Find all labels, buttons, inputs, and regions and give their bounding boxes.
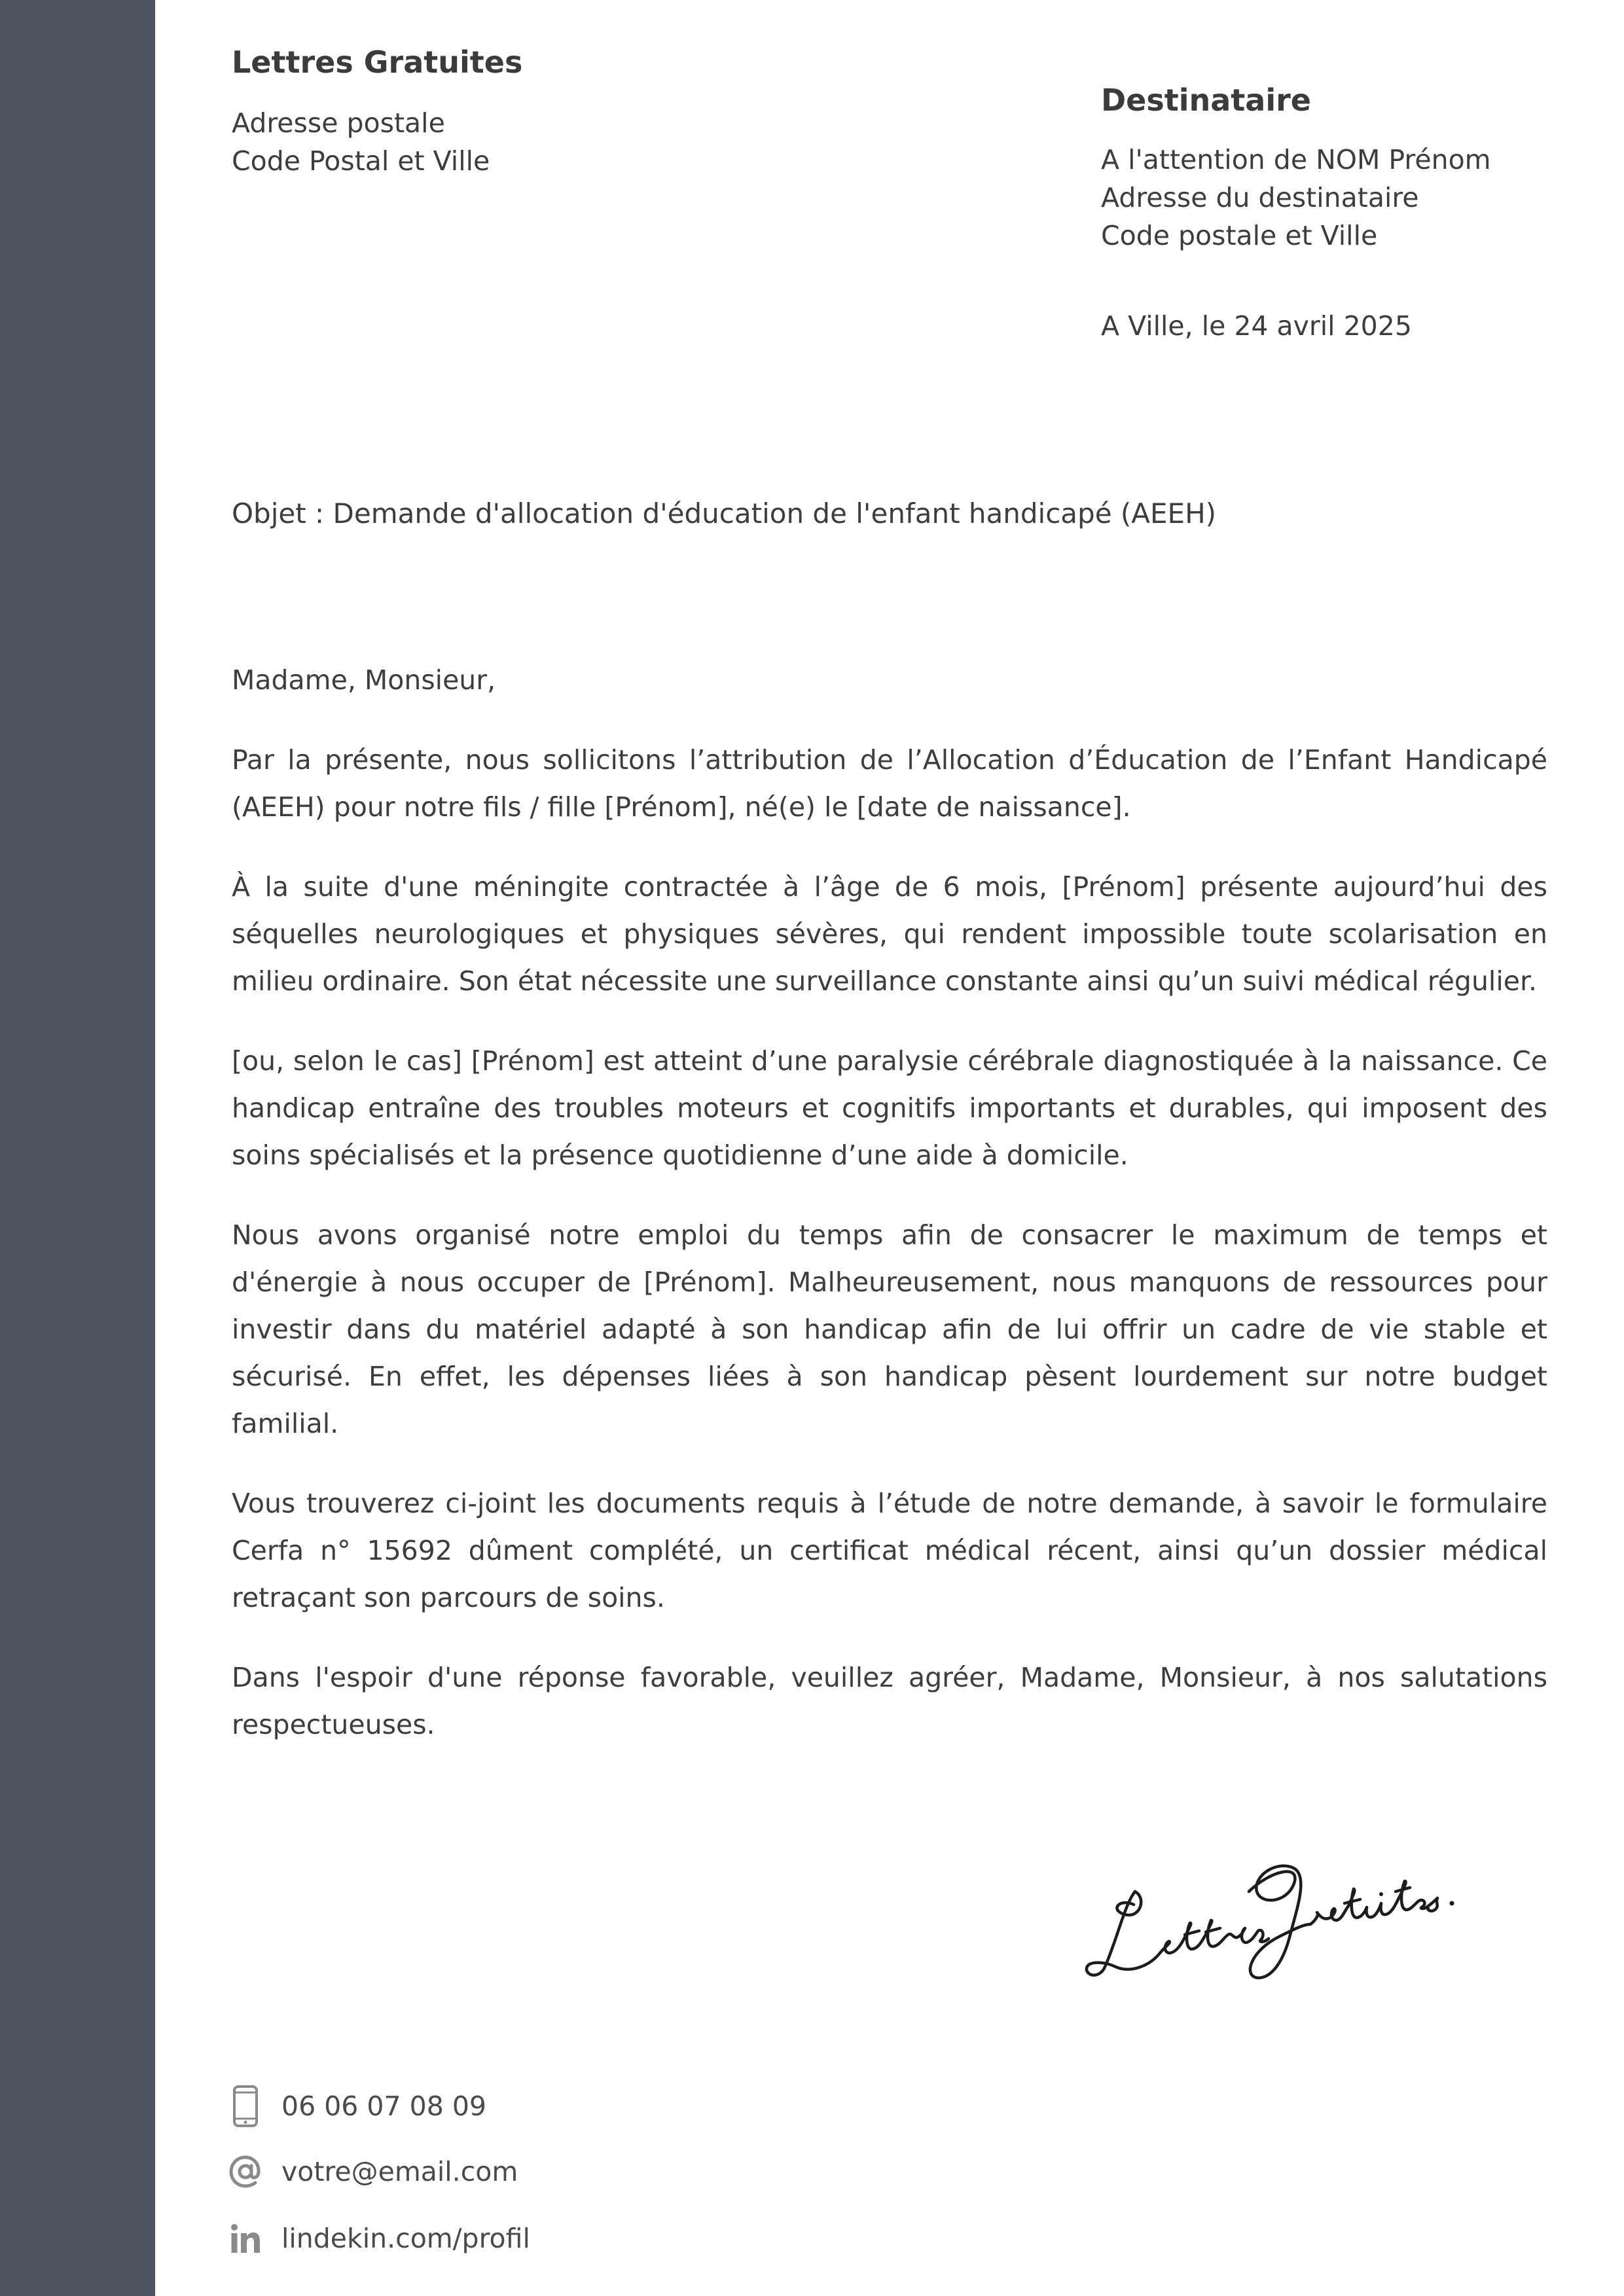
salutation: Madame, Monsieur, — [232, 664, 496, 696]
contact-phone[interactable]: 06 06 07 08 09 — [281, 2090, 486, 2122]
contact-phone-row — [229, 2080, 486, 2132]
sidebar-band — [0, 0, 155, 2296]
recipient-city: Code postale et Ville — [1101, 220, 1378, 252]
signature-period — [1450, 1901, 1454, 1906]
contact-linkedin[interactable]: lindekin.com/profil — [281, 2223, 530, 2254]
sender-block — [232, 45, 522, 180]
letter-body — [232, 656, 1547, 1781]
signature-dot — [1379, 1892, 1383, 1896]
body-paragraph: Nous avons organisé notre emploi du temps afin de consacrer le maximum de temps et d'énergie à nous occuper de [Prénom]. Malheureusement, nous manquons de ressources pour investir dans du matériel adapté à son handicap afin de lui offrir un cadre de vie stable et sécurisé. En effet, les dépenses liées à son handicap pèsent lourdement sur notre budget familial. — [232, 1219, 1547, 1439]
recipient-address: Adresse du destinataire — [1101, 182, 1419, 214]
sender-address: Adresse postale — [232, 107, 445, 139]
body-paragraph: [ou, selon le cas] [Prénom] est atteint d’une paralysie cérébrale diagnostiquée à la naissance. Ce handicap entraîne des troubles moteurs et cognitifs importants et durables, qui imposent des soins spécialisés et la présence quotidienne d’une aide à domicile. — [232, 1045, 1547, 1171]
contact-email[interactable]: votre@email.com — [281, 2156, 518, 2187]
letter-date: A Ville, le 24 avril 2025 — [1101, 310, 1412, 342]
letter-subject: Objet : Demande d'allocation d'éducation de l'enfant handicapé (AEEH) — [232, 497, 1217, 529]
body-paragraph: Vous trouverez ci-joint les documents requis à l’étude de notre demande, à savoir le formulaire Cerfa n° 15692 dûment complété, un certificat médical récent, ainsi qu’un dossier médical retraçant son parcours de soins. — [232, 1488, 1547, 1613]
sender-city: Code Postal et Ville — [232, 145, 490, 177]
sender-name: Lettres Gratuites — [232, 45, 523, 80]
linkedin-icon — [229, 2215, 262, 2261]
body-paragraph: Dans l'espoir d'une réponse favorable, veuillez agréer, Madame, Monsieur, à nos salutations respectueuses. — [232, 1662, 1547, 1740]
body-paragraph: À la suite d'une méningite contractée à l’âge de 6 mois, [Prénom] présente aujourd’hui des séquelles neurologiques et physiques sévères, qui rendent impossible toute scolarisation en milieu ordinaire. Son état nécessite une surveillance constante ainsi qu’un suivi médical régulier. — [232, 871, 1547, 997]
phone-icon — [229, 2083, 262, 2129]
recipient-attention: A l'attention de NOM Prénom — [1101, 144, 1491, 176]
body-paragraph: Par la présente, nous sollicitons l’attribution de l’Allocation d’Éducation de l’Enfant Handicapé (AEEH) pour notre fils / fille [Prénom], né(e) le [date de naissance]. — [232, 744, 1547, 823]
recipient-block — [1101, 82, 1491, 255]
recipient-title: Destinataire — [1101, 82, 1311, 118]
handwritten-signature — [1074, 1826, 1466, 1996]
at-sign-icon — [229, 2149, 262, 2195]
contact-email-row — [229, 2145, 518, 2198]
contact-linkedin-row — [229, 2212, 530, 2265]
